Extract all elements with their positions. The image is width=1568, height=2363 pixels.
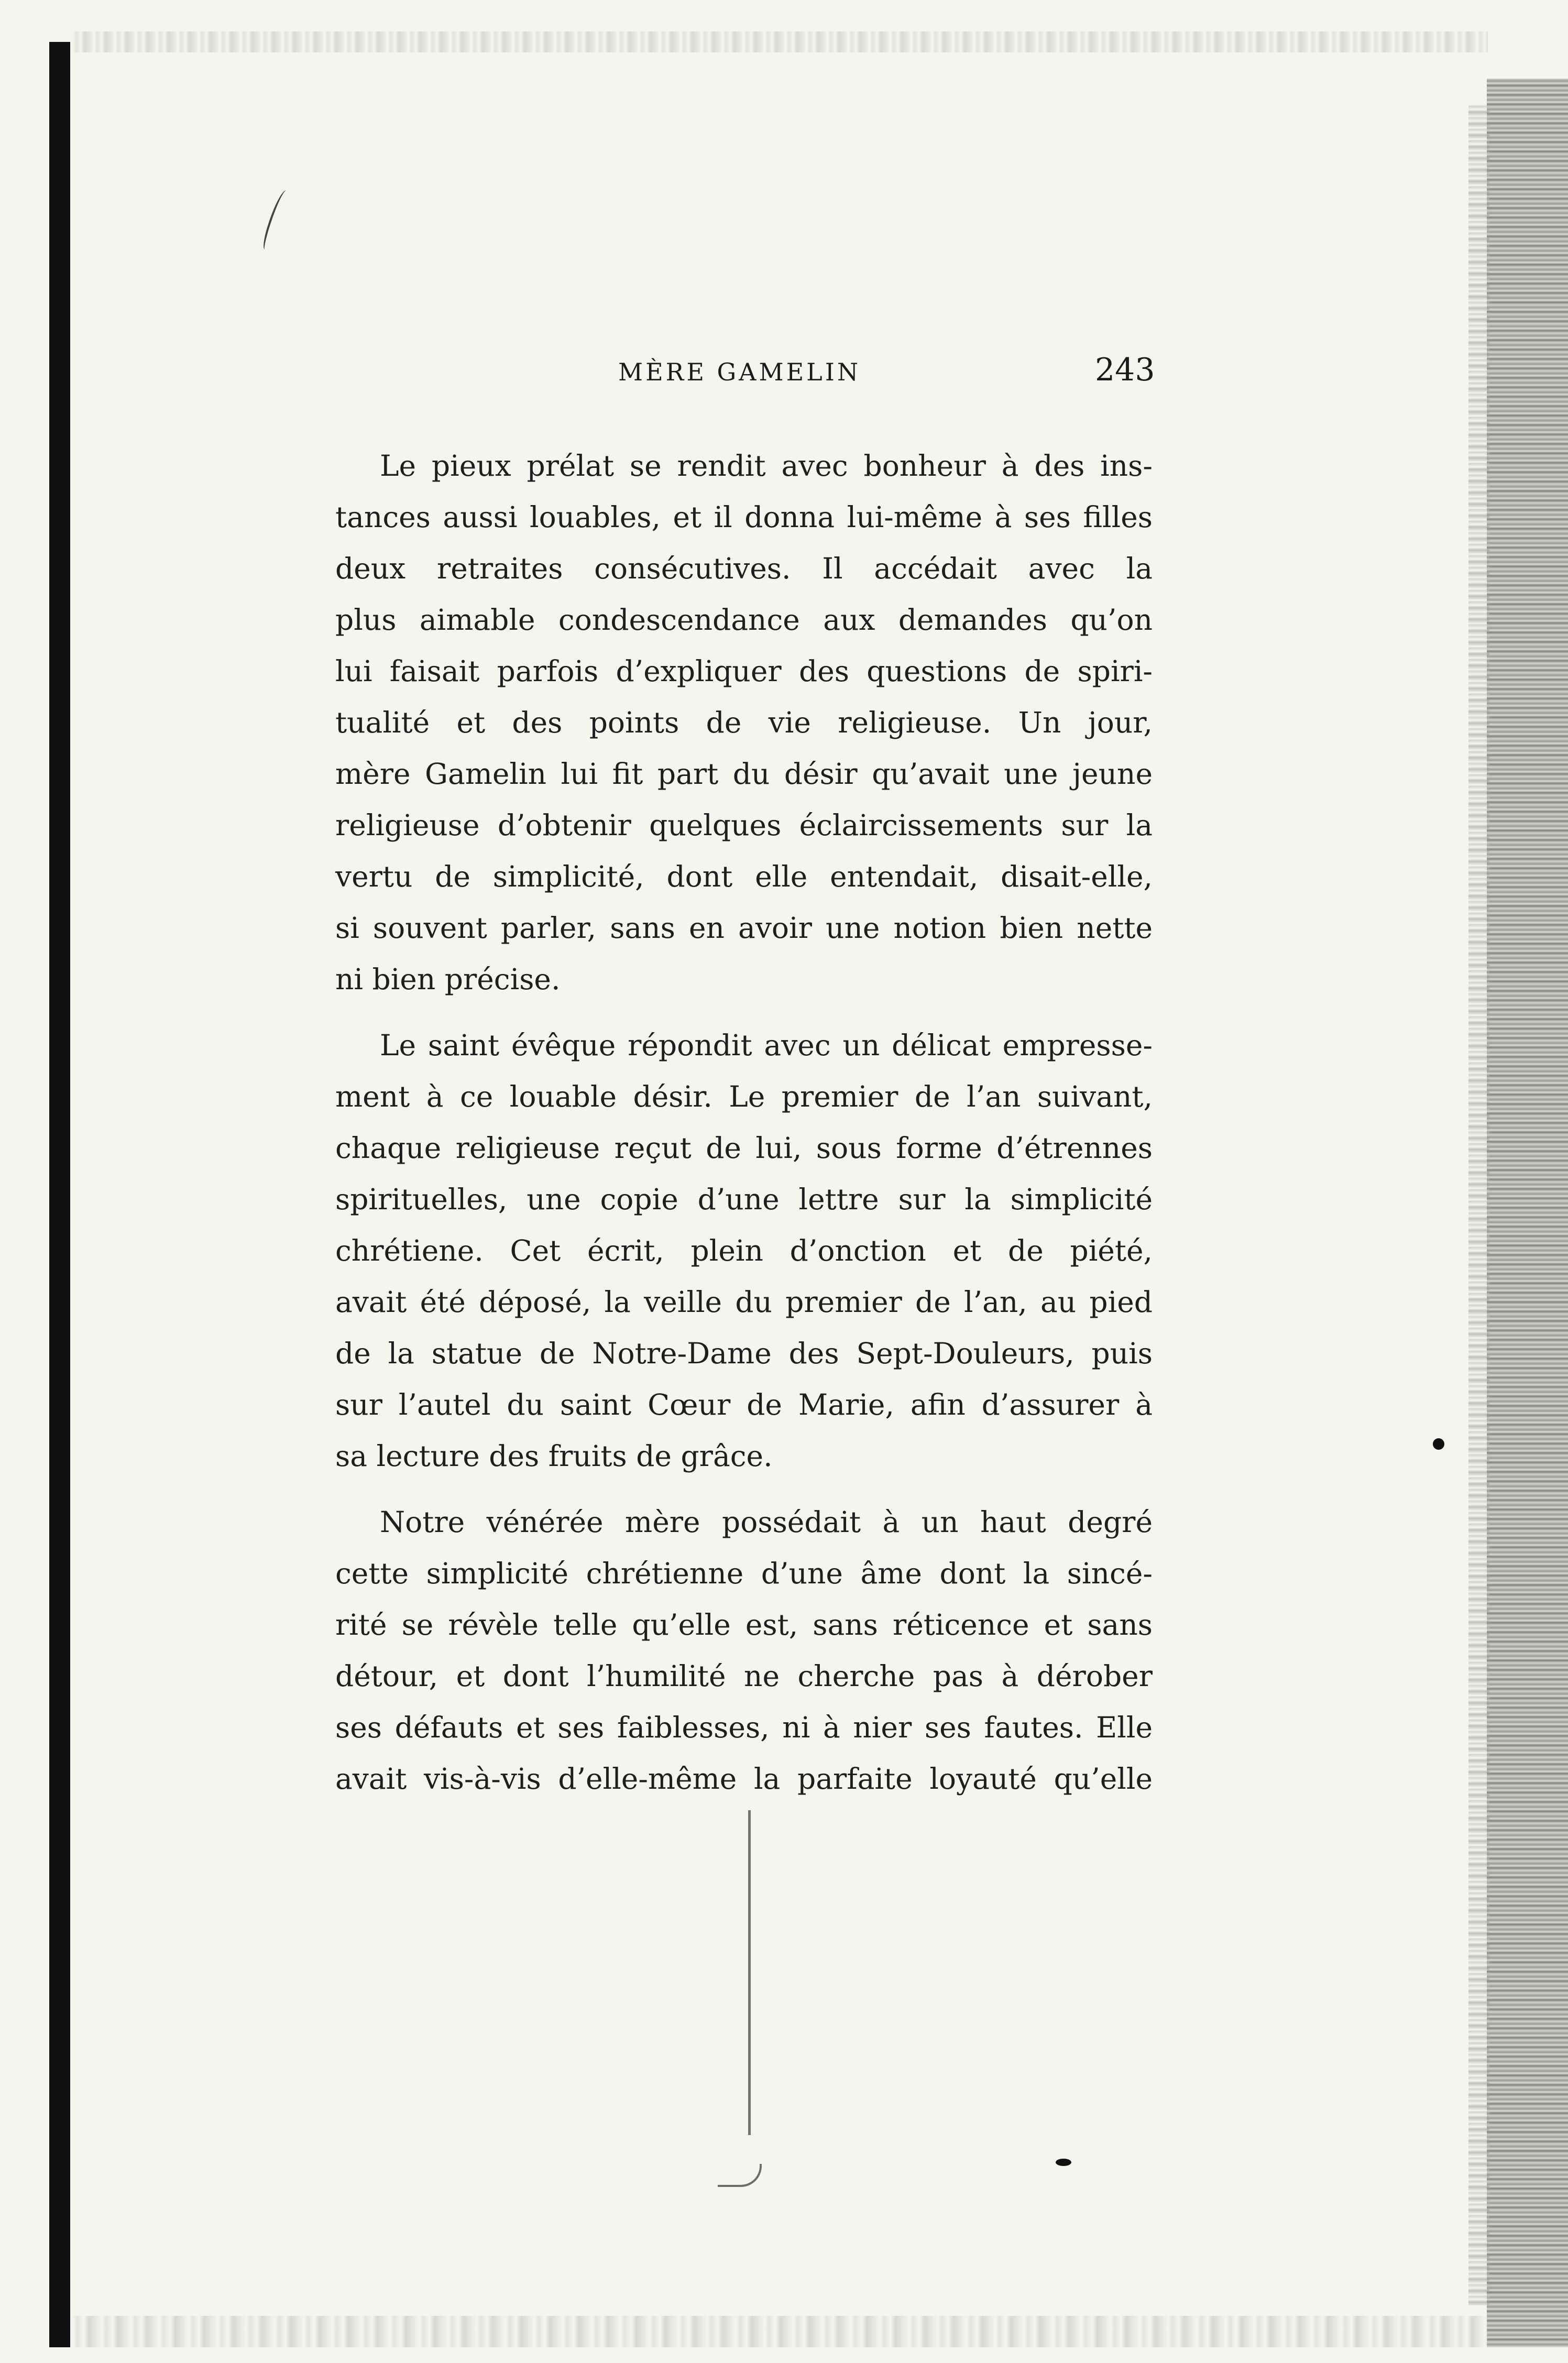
- text-line: chaque religieuse reçut de lui, sous forme d’étrennes: [335, 1131, 1153, 1165]
- text-line: spirituelles, une copie d’une lettre sur la simplicité: [335, 1183, 1153, 1216]
- text-line: avait vis-à-vis d’elle-même la parfaite loyauté qu’elle: [335, 1762, 1153, 1796]
- running-title: MÈRE GAMELIN: [618, 358, 861, 386]
- text-line: ni bien précise.: [335, 962, 561, 996]
- text-line: lui faisait parfois d’expliquer des questions de spiri-: [335, 654, 1153, 688]
- bottom-scan-noise: [73, 2316, 1488, 2347]
- text-line: avait été déposé, la veille du premier de l’an, au pied: [335, 1285, 1153, 1319]
- text-line: tualité et des points de vie religieuse. Un jour,: [335, 706, 1153, 739]
- ink-smudge: [1056, 2159, 1071, 2166]
- paragraph-spacer: [335, 1005, 1153, 1020]
- body-text: [335, 440, 1153, 1804]
- text-line: sa lecture des fruits de grâce.: [335, 1439, 773, 1473]
- text-line: ment à ce louable désir. Le premier de l’an suivant,: [335, 1080, 1153, 1113]
- page-edge-shadow: [1468, 105, 1489, 2305]
- text-line: rité se révèle telle qu’elle est, sans réticence et sans: [335, 1608, 1153, 1642]
- text-line: plus aimable condescendance aux demandes qu’on: [335, 603, 1153, 637]
- paragraph-3: [335, 1496, 1153, 1804]
- top-scan-noise: [73, 31, 1488, 52]
- text-line: tances aussi louables, et il donna lui-même à ses filles: [335, 500, 1153, 534]
- page-edge-texture: [1487, 79, 1568, 2347]
- text-line: sur l’autel du saint Cœur de Marie, afin d’assurer à: [335, 1388, 1153, 1421]
- text-line: Notre vénérée mère possédait à un haut degré: [380, 1505, 1153, 1539]
- pencil-margin-rule: [748, 1810, 751, 2135]
- paragraph-2: [335, 1020, 1153, 1482]
- binding-shadow: [49, 42, 70, 2347]
- text-line: ses défauts et ses faiblesses, ni à nier ses fautes. Elle: [335, 1711, 1153, 1744]
- text-line: Le pieux prélat se rendit avec bonheur à des ins-: [380, 449, 1153, 483]
- pencil-mark: [260, 189, 291, 252]
- page-number: 243: [1095, 352, 1155, 388]
- text-line: si souvent parler, sans en avoir une notion bien nette: [335, 911, 1153, 945]
- text-line: Le saint évêque répondit avec un délicat empresse-: [380, 1029, 1153, 1062]
- text-line: mère Gamelin lui fit part du désir qu’avait une jeune: [335, 757, 1153, 791]
- text-line: chrétiene. Cet écrit, plein d’onction et de piété,: [335, 1234, 1153, 1267]
- text-line: détour, et dont l’humilité ne cherche pas à dérober: [335, 1659, 1153, 1693]
- text-line: religieuse d’obtenir quelques éclaircissements sur la: [335, 808, 1153, 842]
- paragraph-spacer: [335, 1482, 1153, 1496]
- text-line: cette simplicité chrétienne d’une âme dont la sincé-: [335, 1557, 1153, 1590]
- text-line: deux retraites consécutives. Il accédait avec la: [335, 552, 1153, 585]
- ink-dot: [1433, 1438, 1444, 1450]
- text-line: de la statue de Notre-Dame des Sept-Douleurs, puis: [335, 1337, 1153, 1370]
- text-line: vertu de simplicité, dont elle entendait, disait-elle,: [335, 860, 1153, 893]
- paragraph-1: [335, 440, 1153, 1005]
- pencil-margin-hook: [718, 2164, 762, 2187]
